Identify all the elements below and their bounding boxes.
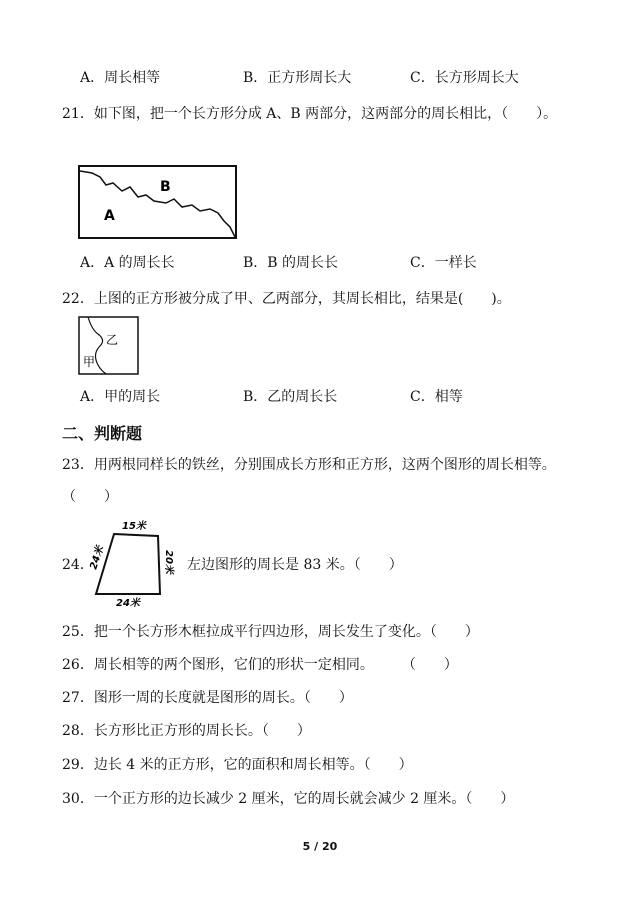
- q22-option-c: C．相等: [410, 389, 463, 405]
- q22-option-a: A．甲的周长: [80, 389, 161, 405]
- q22-question: 22．上图的正方形被分成了甲、乙两部分，其周长相比，结果是( )。: [62, 291, 511, 307]
- q24-trapezoid-figure: [84, 518, 184, 610]
- q26-question: 26．周长相等的两个图形，它们的形状一定相同。 （ ）: [62, 657, 458, 673]
- q21-option-c: C．一样长: [410, 255, 477, 271]
- q22-label-yi: 乙: [106, 333, 119, 347]
- q20-option-a: A．周长相等: [80, 70, 161, 86]
- q20-option-c: C．长方形周长大: [410, 70, 519, 86]
- q24-trapezoid-outline: [96, 534, 160, 594]
- q27-question: 27．图形一周的长度就是图形的周长。（ ）: [62, 690, 353, 706]
- q23-question: 23．用两根同样长的铁丝，分别围成长方形和正方形，这两个图形的周长相等。: [62, 457, 556, 473]
- q24-label-top: 15米: [122, 521, 146, 532]
- q20-option-b: B．正方形周长大: [243, 70, 352, 86]
- q28-question: 28．长方形比正方形的周长长。（ ）: [62, 723, 311, 739]
- q21-dividing-line: [80, 171, 235, 237]
- q23-answer-blank: （ ）: [62, 489, 118, 505]
- q21-option-a: A．A 的周长长: [80, 255, 175, 271]
- q24-label-bottom: 24米: [116, 598, 140, 609]
- q25-question: 25．把一个长方形木框拉成平行四边形，周长发生了变化。（ ）: [62, 624, 479, 640]
- section-heading-judgment: 二、判断题: [62, 424, 143, 443]
- q21-label-b: B: [160, 179, 171, 195]
- page-number: 5 / 20: [302, 840, 338, 853]
- q24-label-left: 24米: [88, 544, 107, 571]
- q21-label-a: A: [104, 208, 115, 224]
- q24-label-right: 20米: [163, 550, 174, 574]
- q22-option-b: B．乙的周长长: [243, 389, 338, 405]
- q24-question: 左边图形的周长是 83 米。（ ）: [187, 557, 403, 573]
- q29-question: 29．边长 4 米的正方形，它的面积和周长相等。（ ）: [62, 757, 413, 773]
- q21-question: 21．如下图，把一个长方形分成 A、B 两部分，这两部分的周长相比，（ ）。: [62, 106, 558, 122]
- q30-question: 30．一个正方形的边长减少 2 厘米，它的周长就会减少 2 厘米。（ ）: [62, 791, 515, 807]
- q24-number: 24．: [62, 557, 94, 573]
- q22-label-jia: 甲: [83, 355, 96, 369]
- q22-square-figure: [78, 316, 140, 376]
- q21-option-b: B．B 的周长长: [243, 255, 339, 271]
- q21-rectangle-figure: [78, 165, 238, 240]
